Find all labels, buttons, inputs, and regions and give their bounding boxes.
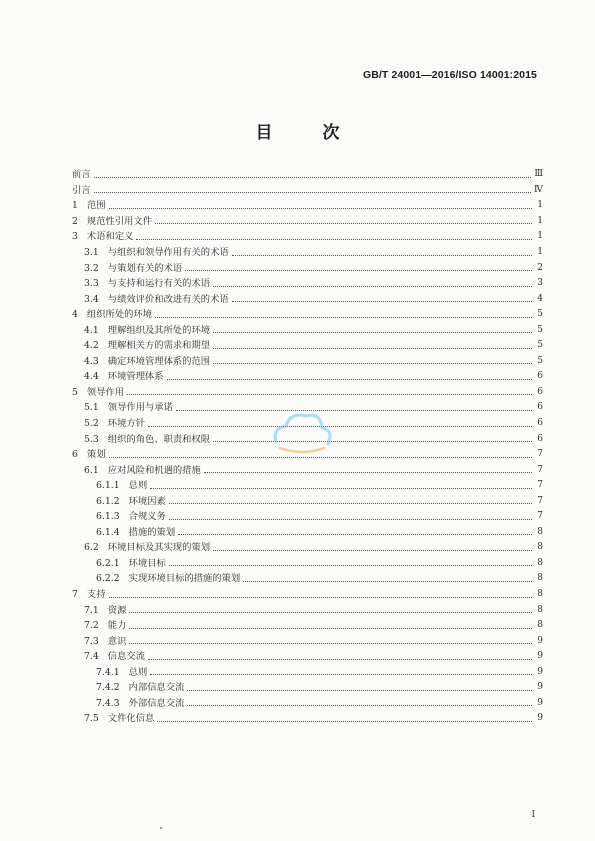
dot-leader (169, 564, 532, 566)
toc-entry-page: 8 (537, 573, 543, 584)
toc-entry-label: 能力 (107, 620, 127, 632)
dot-leader (150, 487, 532, 489)
page-title: 目 次 (255, 123, 362, 143)
dot-leader (94, 176, 532, 178)
dot-leader (129, 627, 532, 629)
toc-entry-page: Ⅳ (534, 184, 543, 195)
toc-entry[interactable] (72, 680, 543, 696)
dot-leader (129, 642, 532, 644)
toc-entry-label: 领导作用与承诺 (107, 402, 173, 414)
toc-entry[interactable] (72, 571, 543, 587)
toc-entry-number: 4.2 (84, 340, 99, 352)
toc-entry-page: 8 (537, 589, 543, 600)
toc-entry-label: 与组织和领导作用有关的术语 (107, 247, 229, 258)
toc-entry-number: 5 (72, 386, 78, 398)
toc-entry[interactable] (72, 493, 543, 509)
toc-entry-page: 1 (537, 231, 543, 242)
toc-entry-page: 8 (537, 604, 543, 615)
toc-entry-label: 资源 (107, 604, 127, 616)
toc-entry[interactable] (72, 167, 543, 183)
toc-entry-page: 8 (537, 542, 543, 553)
dot-leader (176, 409, 532, 411)
toc-entry[interactable] (72, 338, 543, 354)
toc-entry-page: 7 (537, 480, 543, 491)
toc-entry-number: 7.3 (84, 635, 99, 647)
toc-entry-label: 意识 (107, 635, 127, 647)
dot-leader (157, 720, 532, 722)
toc-entry[interactable] (72, 618, 543, 634)
toc-entry-label: 策划 (86, 449, 106, 461)
toc-entry-number: 7 (72, 589, 78, 601)
dot-leader (136, 238, 532, 240)
dot-leader (185, 269, 532, 271)
toc-entry-label: 领导作用 (86, 386, 125, 398)
toc-entry[interactable] (72, 556, 543, 572)
toc-entry-label: 环境方针 (107, 418, 145, 430)
toc-entry-page: 1 (537, 200, 543, 211)
toc-entry[interactable] (72, 183, 543, 199)
dot-leader (167, 378, 532, 380)
toc-entry-page: 6 (537, 371, 543, 382)
toc-entry-number: 4 (72, 309, 78, 321)
toc-entry-label: 环境因素 (128, 495, 166, 507)
toc-entry[interactable] (72, 509, 543, 525)
toc-entry[interactable] (72, 633, 543, 649)
dot-leader (243, 580, 532, 582)
page-number: I (531, 810, 535, 820)
toc-entry-page: 5 (537, 355, 543, 366)
toc-entry[interactable] (72, 307, 543, 323)
toc-entry-page: 5 (537, 324, 543, 335)
toc-entry-page: 2 (537, 262, 543, 273)
toc-entry-label: 外部信息交流 (128, 697, 185, 709)
toc-entry-number: 5.3 (84, 433, 99, 445)
toc-entry-number: 5.2 (84, 418, 99, 430)
toc-entry-page: 7 (537, 511, 543, 522)
dot-leader (213, 285, 532, 287)
toc-entry-number: 7.5 (84, 713, 99, 725)
toc-entry-label: 组织的角色、职责和权限 (107, 433, 211, 445)
toc-entry[interactable] (72, 540, 543, 556)
toc-entry-number: 4.3 (84, 355, 99, 367)
toc-entry[interactable] (72, 229, 543, 245)
dot-leader (187, 689, 532, 691)
toc-entry-label: 确定环境管理体系的范围 (107, 355, 211, 367)
toc-entry-number: 6.1.1 (96, 480, 120, 492)
toc-entry-number: 3.3 (84, 278, 99, 290)
dot-leader (213, 362, 532, 364)
toc-entry-number: 6.1.3 (96, 511, 120, 523)
dot-leader (109, 596, 532, 598)
dot-leader (213, 549, 532, 551)
toc-entry-page: 9 (537, 682, 543, 693)
dot-leader (213, 331, 532, 333)
toc-entry-page: 9 (537, 697, 543, 708)
toc-entry-number: 5.1 (84, 402, 99, 414)
toc-entry-number: 3.4 (84, 293, 99, 305)
dot-leader (169, 518, 532, 520)
toc-entry[interactable] (72, 260, 543, 276)
toc-entry-label: 措施的策划 (128, 526, 176, 538)
toc-entry-page: 7 (537, 449, 543, 460)
toc-entry-label: 总则 (128, 666, 148, 678)
dot-leader (232, 300, 532, 302)
toc-entry[interactable] (72, 696, 543, 712)
toc-entry-label: 理解相关方的需求和期望 (107, 340, 211, 352)
toc-entry-number: 7.4.1 (96, 666, 120, 678)
toc-entry-label: 与策划有关的术语 (107, 262, 183, 274)
toc-entry-page: 5 (537, 309, 543, 320)
toc-entry-page: 4 (537, 293, 543, 304)
dot-leader (178, 533, 532, 535)
toc-entry-number: 4.1 (84, 324, 99, 336)
toc-entry-label: 应对风险和机遇的措施 (107, 464, 201, 476)
toc-entry[interactable] (72, 322, 543, 338)
toc-entry[interactable] (72, 649, 543, 665)
toc-entry-label: 环境管理体系 (107, 371, 164, 383)
standard-code: GB/T 24001—2016/ISO 14001:2015 (362, 69, 537, 81)
toc-entry-label: 环境目标及其实现的策划 (107, 542, 211, 554)
toc-entry-label: 总则 (128, 480, 148, 492)
toc-entry-page: 9 (537, 666, 543, 677)
toc-entry-label: 规范性引用文件 (86, 215, 153, 227)
toc-entry[interactable] (72, 602, 543, 618)
toc-entry-label: 环境目标 (128, 557, 166, 569)
toc-entry-number: 6.1.4 (96, 526, 120, 538)
toc-entry-page: 8 (537, 620, 543, 631)
toc-entry[interactable] (72, 525, 543, 541)
toc-entry-page: 6 (537, 386, 543, 397)
dot-leader (155, 316, 532, 318)
toc-entry-page: 5 (537, 340, 543, 351)
toc-entry-number: 6.2 (84, 542, 99, 554)
toc-entry-number: 2 (72, 215, 78, 227)
toc-entry-page: 8 (537, 526, 543, 537)
dot-leader (169, 502, 532, 504)
toc-entry-number: 7.4.2 (96, 682, 120, 694)
toc-entry-label: 理解组织及其所处的环境 (107, 324, 211, 336)
toc-entry-label: 术语和定义 (86, 231, 134, 243)
toc-entry-number: 3.1 (84, 247, 99, 258)
toc-entry-number: 6.2.1 (96, 557, 120, 569)
toc-entry-page: Ⅲ (534, 169, 543, 180)
toc-entry-page: 9 (537, 635, 543, 646)
toc-entry-number: 7.1 (84, 604, 99, 616)
dot-leader (204, 471, 532, 473)
dot-leader (155, 222, 532, 224)
toc-entry-label: 范围 (86, 200, 106, 212)
toc-entry-number: 6.1 (84, 464, 99, 476)
toc-entry[interactable] (72, 478, 543, 494)
dot-leader (148, 658, 532, 660)
toc-entry[interactable] (72, 369, 543, 385)
toc-entry[interactable] (72, 711, 543, 727)
dot-leader (109, 207, 532, 209)
toc-entry-label: 与绩效评价和改进有关的术语 (107, 293, 229, 305)
toc-entry-number: 6.2.2 (96, 573, 120, 585)
dot-leader (213, 347, 532, 349)
toc-entry[interactable] (72, 245, 543, 261)
dot-leader (129, 611, 532, 613)
toc-entry-number: 6 (72, 449, 78, 461)
toc-entry-page: 9 (537, 651, 543, 662)
toc-entry-label: 内部信息交流 (128, 682, 185, 694)
toc-entry-number: 3 (72, 231, 78, 243)
toc-entry-label: 支持 (86, 589, 106, 601)
toc-entry-page: 6 (537, 402, 543, 413)
toc-entry-page: 1 (537, 247, 543, 257)
toc-entry-label: 文件化信息 (107, 713, 155, 725)
toc-entry-page: 6 (537, 418, 543, 429)
toc-entry-label: 组织所处的环境 (86, 309, 153, 321)
toc-entry-page: 7 (537, 464, 543, 475)
toc-entry-page: 6 (537, 433, 543, 444)
toc-entry-number: 1 (72, 200, 78, 212)
toc-entry-label: 前言 (72, 169, 91, 181)
toc-entry-number: 7.4 (84, 651, 99, 663)
toc-entry-label: 引言 (72, 184, 91, 196)
toc-entry-label: 信息交流 (107, 651, 145, 663)
toc-entry[interactable] (72, 198, 543, 214)
toc-entry[interactable] (72, 354, 543, 370)
dot-leader (94, 191, 531, 193)
toc-entry-page: 1 (537, 215, 543, 226)
toc-entry-number: 4.4 (84, 371, 99, 383)
dot-leader (213, 440, 532, 442)
toc-entry-page: 8 (537, 557, 543, 568)
scan-speck (160, 827, 162, 829)
toc-entry-number: 3.2 (84, 262, 99, 274)
toc-entry[interactable] (72, 665, 543, 681)
dot-leader (187, 704, 532, 706)
toc-entry-number: 7.4.3 (96, 697, 120, 709)
toc-entry-label: 实现环境目标的措施的策划 (128, 573, 241, 585)
toc-entry[interactable] (72, 214, 543, 230)
toc-entry-number: 6.1.2 (96, 495, 120, 507)
toc-entry-label: 合规义务 (128, 511, 166, 523)
toc-entry[interactable] (72, 276, 543, 292)
toc-entry-page: 3 (537, 278, 543, 289)
toc-entry-number: 7.2 (84, 620, 99, 632)
toc-entry-page: 9 (537, 713, 543, 724)
toc-entry[interactable] (72, 587, 543, 603)
dot-leader (150, 673, 532, 675)
toc-entry-label: 与支持和运行有关的术语 (107, 278, 211, 290)
toc-entry-page: 7 (537, 495, 543, 506)
dot-leader (232, 254, 532, 256)
toc-entry[interactable] (72, 291, 543, 307)
cloud-logo-icon (262, 392, 342, 472)
